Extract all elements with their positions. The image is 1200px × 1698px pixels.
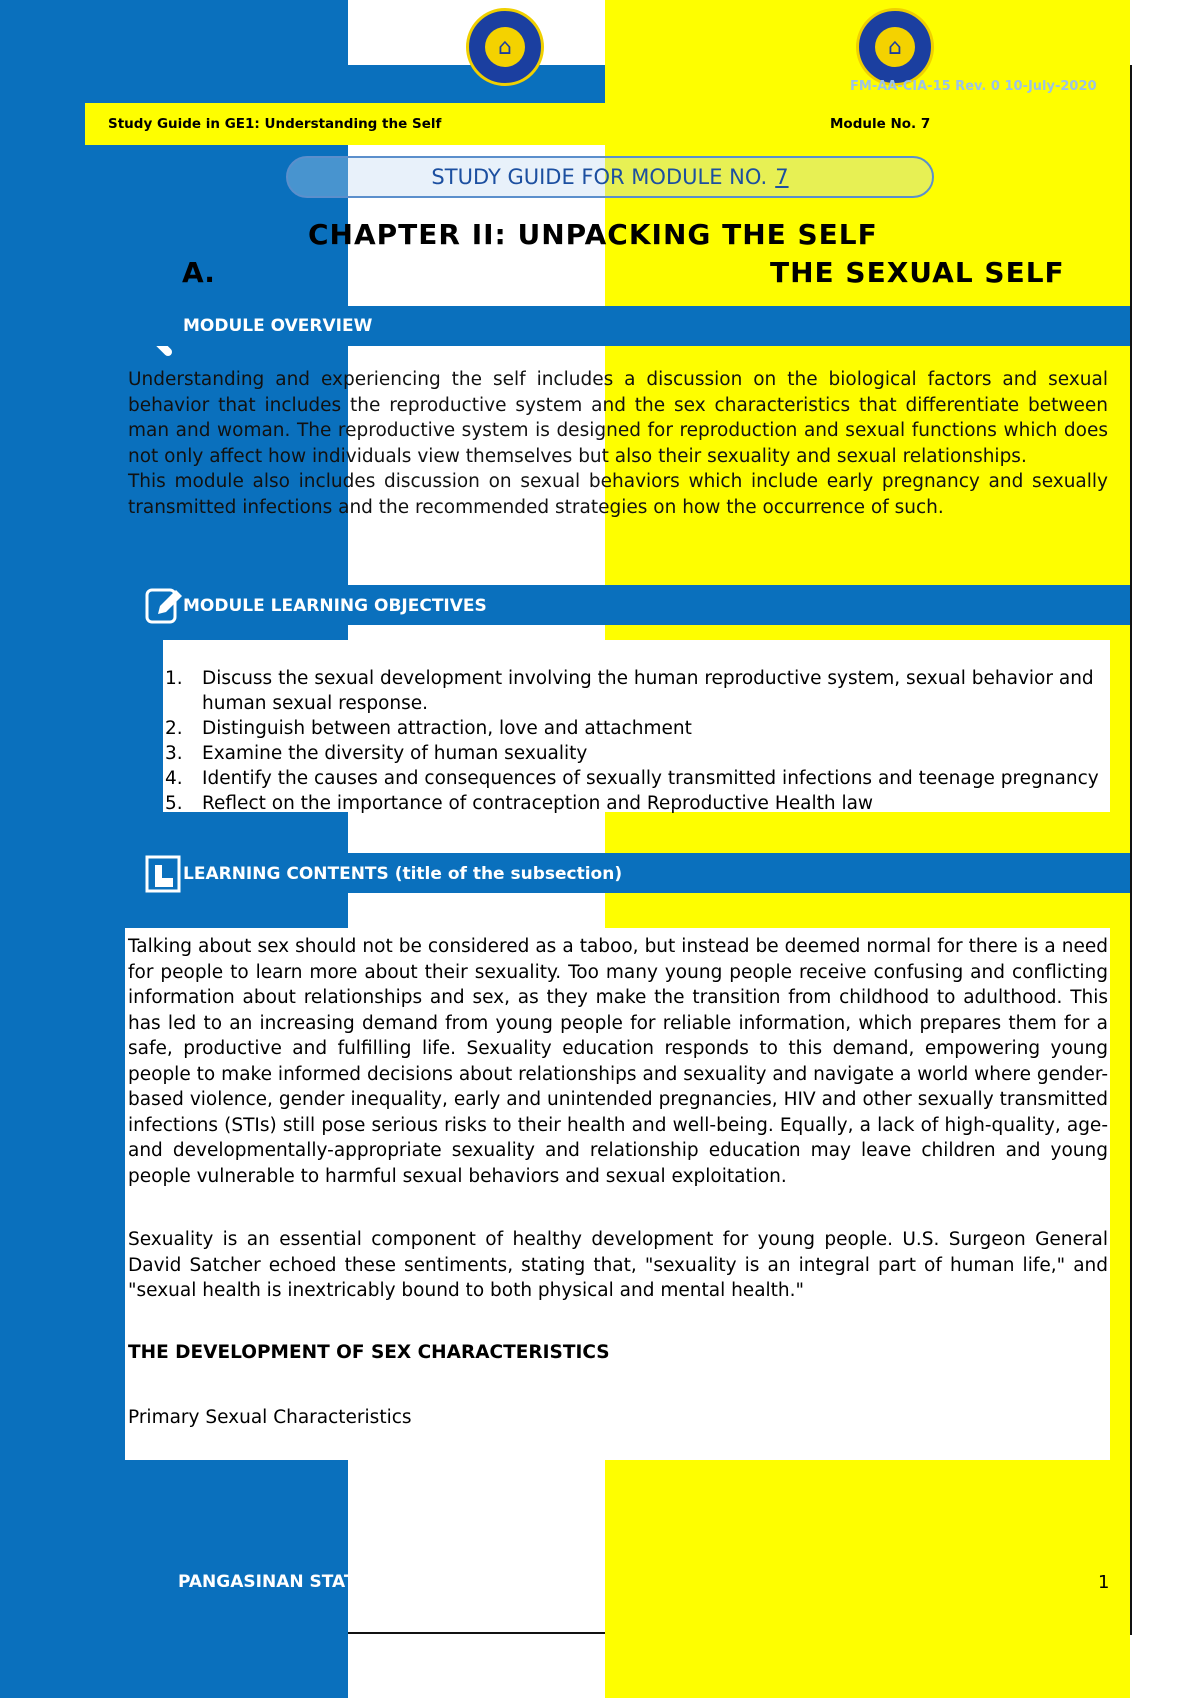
page-number: 1	[1098, 1572, 1110, 1593]
footer-institution: PANGASINAN STAT	[178, 1572, 356, 1592]
content-paragraph: Talking about sex should not be considered as a taboo, but instead be deemed normal for there is a need for people to learn more about their sexuality. Too many young people receive confusing and conflicting information about relationships and sex, as they make the transition from childhood to adulthood. This has led to an increasing demand from young people for reliable information, which prepares them for a safe, productive and fulfilling life. Sexuality education responds to this demand, empowering young people to make informed decisions about relationships and sexuality and navigate a world where gender-based violence, gender inequality, early and unintended pregnancies, HIV and other sexually transmitted infections (STIs) still pose serious risks to their health and well-being. Equally, a lack of high-quality, age- and developmentally-appropriate sexuality and relationship education may leave children and young people vulnerable to harmful sexual behaviors and sexual exploitation.	[128, 936, 1108, 1187]
section-title: THE SEXUAL SELF	[770, 256, 1065, 289]
right-border-line	[1130, 65, 1132, 1635]
content-paragraph: Sexuality is an essential component of healthy development for young people. U.S. Surgeon General David Satcher echoed these sentiments, stating that, "sexuality is an integral part of human life," and "sexual health is inextricably bound to both physical and mental health."	[128, 1229, 1108, 1301]
list-item	[163, 766, 1108, 791]
item-number: 1.	[165, 668, 183, 689]
item-number: 3.	[165, 743, 183, 764]
subheading: THE DEVELOPMENT OF SEX CHARACTERISTICS	[128, 1341, 610, 1363]
item-text: Discuss the sexual development involving the human reproductive system, sexual behavior and human sexual response.	[202, 668, 1094, 714]
paragraph-spacer	[128, 1365, 1108, 1405]
item-text: Examine the diversity of human sexuality	[202, 743, 588, 764]
item-number: 2.	[165, 718, 183, 739]
seal-house-icon: ⌂	[485, 27, 525, 67]
overview-paragraph: This module also includes discussion on sexual behaviors which include early pregnancy and sexually transmitted infections and the recommended strategies on how the occurrence of such.	[128, 471, 1108, 518]
list-item	[163, 666, 1108, 716]
chapter-title: CHAPTER II: UNPACKING THE SELF	[308, 218, 878, 251]
learning-contents-heading: LEARNING CONTENTS (title of the subsection)	[183, 864, 623, 884]
paragraph-spacer	[128, 1304, 1108, 1340]
university-seal-right	[856, 8, 934, 86]
form-code: FM-AA-CIA-15 Rev. 0 10-July-2020	[850, 79, 1097, 94]
banner-prefix: STUDY GUIDE FOR MODULE NO.	[431, 165, 768, 189]
university-seal-left	[466, 8, 544, 86]
banner-module-number: 7	[775, 165, 789, 189]
module-overview-heading: MODULE OVERVIEW	[183, 316, 373, 336]
item-text: Distinguish between attraction, love and attachment	[202, 718, 692, 739]
list-item	[163, 791, 1108, 816]
study-guide-title: Study Guide in GE1: Understanding the Self	[108, 116, 442, 132]
item-number: 5.	[165, 793, 183, 814]
list-item	[163, 716, 1108, 741]
item-text: Identify the causes and consequences of sexually transmitted infections and teenage pregnancy	[202, 768, 1099, 789]
section-letter: A.	[182, 256, 215, 289]
book-icon	[144, 854, 184, 898]
seal-house-icon: ⌂	[875, 27, 915, 67]
learning-objectives-heading: MODULE LEARNING OBJECTIVES	[183, 596, 487, 616]
objectives-list	[163, 666, 1108, 816]
paragraph-spacer	[128, 1189, 1108, 1227]
item-number: 4.	[165, 768, 183, 789]
study-guide-banner	[286, 156, 934, 198]
module-overview-text	[128, 367, 1108, 520]
subsubheading: Primary Sexual Characteristics	[128, 1407, 412, 1428]
overview-paragraph: Understanding and experiencing the self includes a discussion on the biological factors and sexual behavior that includes the reproductive system and the sex characteristics that differentiate between man and woman. The reproductive system is designed for reproduction and sexual functions which does not only affect how individuals view themselves but also their sexuality and sexual relationships.	[128, 369, 1108, 467]
item-text: Reflect on the importance of contraception and Reproductive Health law	[202, 793, 874, 814]
module-number: Module No. 7	[830, 116, 931, 132]
bottom-border-line	[348, 1632, 605, 1634]
pencil-edit-icon	[144, 586, 184, 630]
learning-contents-text	[128, 934, 1108, 1431]
list-item	[163, 741, 1108, 766]
